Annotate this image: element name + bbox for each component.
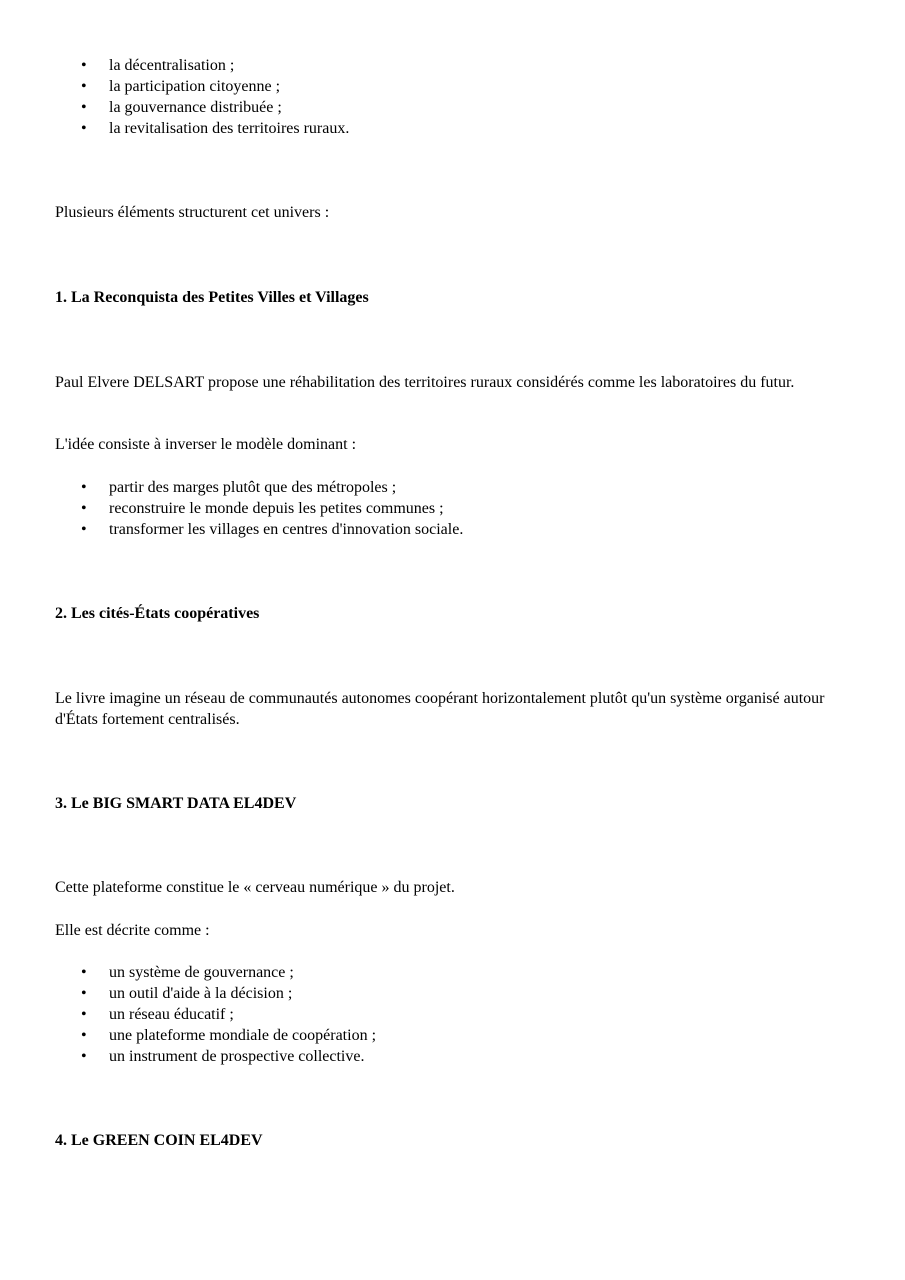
list-item: • une plateforme mondiale de coopération ; xyxy=(81,1027,377,1044)
list-item: • un réseau éducatif ; xyxy=(81,1006,234,1023)
section3-bullet-list xyxy=(55,962,845,1067)
section4-heading: 4. Le GREEN COIN EL4DEV xyxy=(55,1132,263,1149)
section3-heading: 3. Le BIG SMART DATA EL4DEV xyxy=(55,795,297,812)
bullet-icon: • xyxy=(81,120,87,137)
list-item: • partir des marges plutôt que des métropoles ; xyxy=(81,479,397,496)
list-item: • un outil d'aide à la décision ; xyxy=(81,985,293,1002)
bullet-icon: • xyxy=(81,985,87,1002)
section3-paragraph-2: Elle est décrite comme : xyxy=(55,922,210,939)
intro-bullet-list xyxy=(55,55,845,139)
list-item: • un instrument de prospective collective. xyxy=(81,1048,365,1065)
section1-paragraph-2: L'idée consiste à inverser le modèle dominant : xyxy=(55,436,357,453)
bullet-icon: • xyxy=(81,1048,87,1065)
bullet-icon: • xyxy=(81,1006,87,1023)
section1-bullet-list xyxy=(55,477,845,540)
list-item: • la décentralisation ; xyxy=(81,57,235,74)
section2-heading: 2. Les cités-États coopératives xyxy=(55,605,260,622)
bullet-icon: • xyxy=(81,500,87,517)
list-item: • transformer les villages en centres d'innovation sociale. xyxy=(81,521,464,538)
bullet-icon: • xyxy=(81,479,87,496)
section1-paragraph: Paul Elvere DELSART propose une réhabilitation des territoires ruraux considérés comme les laboratoires du futur. xyxy=(55,374,795,391)
bullet-icon: • xyxy=(81,57,87,74)
section3-paragraph: Cette plateforme constitue le « cerveau numérique » du projet. xyxy=(55,879,455,896)
bullet-icon: • xyxy=(81,521,87,538)
bullet-icon: • xyxy=(81,78,87,95)
list-item: • reconstruire le monde depuis les petites communes ; xyxy=(81,500,444,517)
intro-paragraph: Plusieurs éléments structurent cet univers : xyxy=(55,204,330,221)
section1-heading: 1. La Reconquista des Petites Villes et Villages xyxy=(55,289,369,306)
bullet-icon: • xyxy=(81,1027,87,1044)
bullet-icon: • xyxy=(81,964,87,981)
section2-paragraph: Le livre imagine un réseau de communautés autonomes coopérant horizontalement plutôt qu'un système organisé autour d'États fortement centralisés. xyxy=(55,690,825,728)
bullet-icon: • xyxy=(81,99,87,116)
list-item: • la participation citoyenne ; xyxy=(81,78,281,95)
list-item: • la gouvernance distribuée ; xyxy=(81,99,282,116)
list-item: • la revitalisation des territoires ruraux. xyxy=(81,120,350,137)
list-item: • un système de gouvernance ; xyxy=(81,964,294,981)
